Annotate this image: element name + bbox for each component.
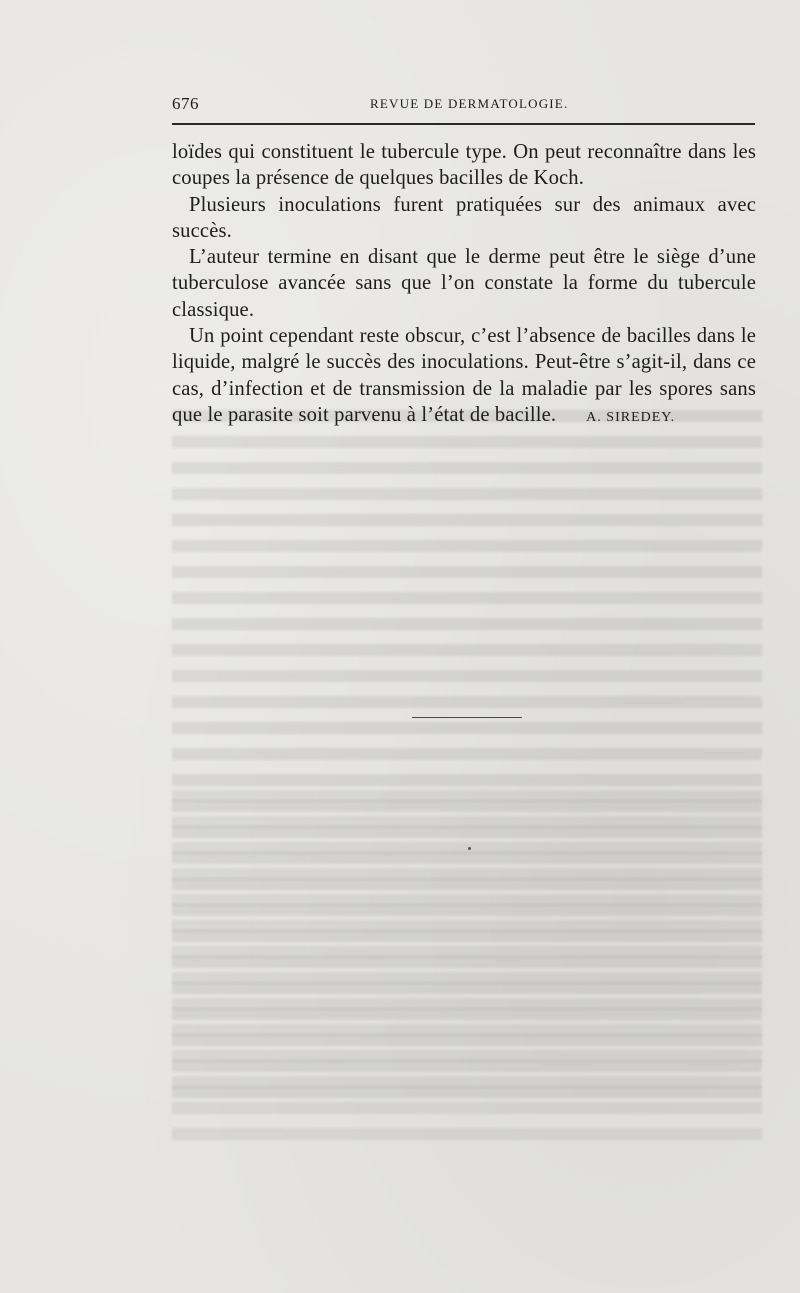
page-header (172, 94, 754, 116)
ink-speck (468, 847, 471, 850)
paragraph-4 (172, 323, 756, 431)
author-signature: A. SIREDEY. (586, 409, 676, 425)
header-rule (172, 123, 755, 125)
paragraph-1: loïdes qui constituent le tubercule type. On peut reconnaître dans les coupes la présence de quelques bacilles de Koch. (172, 141, 756, 190)
paragraph-2: Plusieurs inoculations furent pratiquées sur des animaux avec succès. (172, 193, 756, 242)
paragraph-4-text: Un point cependant reste obscur, c’est l’absence de bacilles dans le liquide, malgré le succès des inoculations. Peut-être s’agit-il, dans ce cas, d’infection et de transmission de la maladie par les spores sans que le parasite soit parvenu à l’état de bacille. (172, 325, 756, 426)
article-body (172, 139, 756, 431)
paragraph-3: L’auteur termine en disant que le derme peut être le siège d’une tuberculose avancée sans que l’on constate la forme du tubercule classique. (172, 246, 756, 321)
running-head: REVUE DE DERMATOLOGIE. (370, 96, 569, 111)
page-number: 676 (172, 94, 199, 113)
show-through-text-lower (172, 790, 762, 1150)
section-divider (412, 717, 522, 718)
